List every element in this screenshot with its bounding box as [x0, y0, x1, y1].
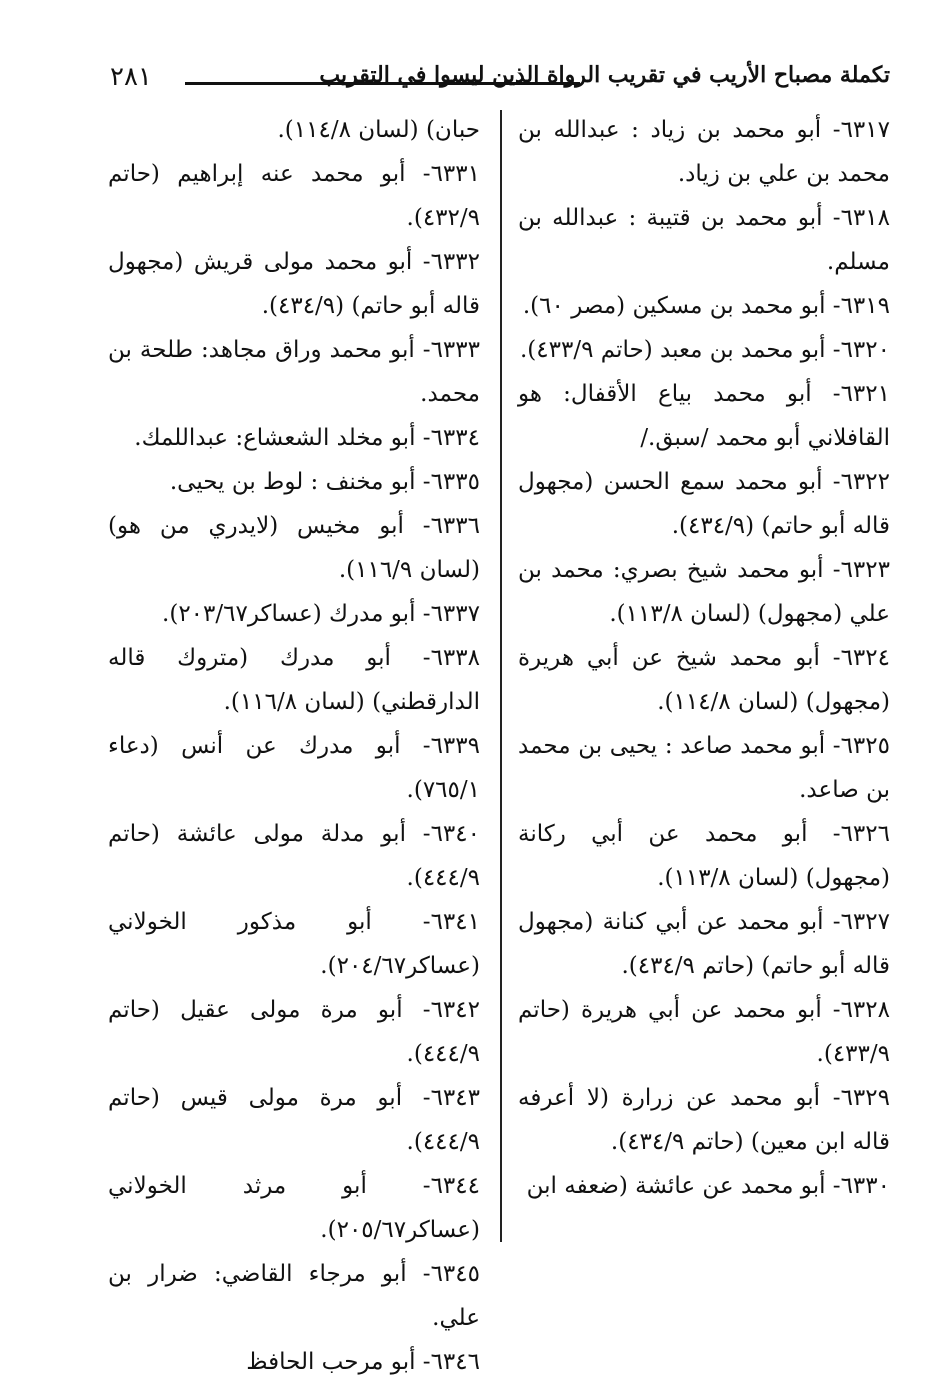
index-entry: ٦٣٣٢- أبو محمد مولى قريش (مجهول قاله أبو حاتم) (٤٣٤/٩).	[108, 249, 480, 319]
entry-text: أبو محمد مولى قريش (مجهول قاله أبو حاتم) (٤٣٤/٩).	[108, 249, 480, 319]
entry-number: ٦٣٤٦	[430, 1349, 480, 1375]
entry-text: أبو محمد شيخ عن أبي هريرة (مجهول) (لسان ١١٤/٨).	[518, 645, 890, 715]
index-entry: ٦٣٣٣- أبو محمد وراق مجاهد: طلحة بن محمد.	[108, 337, 480, 407]
index-entry: ٦٣٤٤- أبو مرثد الخولاني (عساكر٢٠٥/٦٧).	[108, 1173, 480, 1243]
entry-text: أبو محمد عن عائشة (ضعفه ابن	[526, 1173, 826, 1199]
entry-text: أبو مخيس (لايدري من هو) (لسان ١١٦/٩).	[108, 513, 480, 583]
index-entry: ٦٣٢٧- أبو محمد عن أبي كنانة (مجهول قاله أبو حاتم) (حاتم ٤٣٤/٩).	[518, 909, 890, 979]
index-entry: ٦٣٢٥- أبو محمد صاعد : يحيى بن محمد بن صاعد.	[518, 733, 890, 803]
entry-number: ٦٣١٨	[840, 205, 890, 231]
entry-text: أبو مخنف : لوط بن يحيى.	[169, 469, 416, 495]
entry-text: أبو محمد بن زياد : عبدالله بن محمد بن علي بن زياد.	[518, 117, 890, 187]
index-entry: ٦٣٣١- أبو محمد عنه إبراهيم (حاتم ٤٣٢/٩).	[108, 161, 480, 231]
right-column	[518, 108, 890, 1208]
entry-text: أبو مذكور الخولاني (عساكر٢٠٤/٦٧).	[108, 909, 480, 979]
entry-number: ٦٣٢٦	[840, 821, 890, 847]
entry-number: ٦٣٣٥	[430, 469, 480, 495]
index-entry: ٦٣٢١- أبو محمد بياع الأقفال: هو القافلاني أبو محمد /سبق./	[518, 381, 890, 451]
entry-number: ٦٣٢٨	[840, 997, 890, 1023]
index-entry: ٦٣٢٠- أبو محمد بن معبد (حاتم ٤٣٣/٩).	[520, 337, 890, 363]
entry-number: ٦٣٢٤	[840, 645, 890, 671]
entry-number: ٦٣٣٩	[430, 733, 480, 759]
entry-text: أبو محمد عنه إبراهيم (حاتم ٤٣٢/٩).	[108, 161, 480, 231]
entry-text: أبو محمد عن أبي كنانة (مجهول قاله أبو حاتم) (حاتم ٤٣٤/٩).	[518, 909, 890, 979]
index-entry: ٦٣٣٧- أبو مدرك (عساكر٢٠٣/٦٧).	[162, 601, 480, 627]
page-header	[110, 58, 890, 102]
index-entry: ٦٣٤٦- أبو مرحب الحافظ	[246, 1349, 480, 1375]
index-entry: ٦٣٣٠- أبو محمد عن عائشة (ضعفه ابن	[526, 1173, 890, 1199]
entry-text: حبان) (لسان ١١٤/٨).	[277, 117, 480, 143]
entry-number: ٦٣٢٥	[840, 733, 890, 759]
entry-text: أبو مرة مولى عقيل (حاتم ٤٤٤/٩).	[108, 997, 480, 1067]
index-entry	[108, 108, 480, 152]
index-entry: ٦٣٢٣- أبو محمد شيخ بصري: محمد بن علي (مجهول) (لسان ١١٣/٨).	[518, 557, 890, 627]
entry-text: أبو مدرك (متروك قاله الدارقطني) (لسان ١١٦/٨).	[108, 645, 480, 715]
entry-text: أبو مدرك عن أنس (دعاء ٧٦٥/١).	[108, 733, 480, 803]
entry-text: أبو مرحب الحافظ	[246, 1349, 416, 1375]
entry-number: ٦٣١٩	[840, 293, 890, 319]
entry-number: ٦٣٣٠	[840, 1173, 890, 1199]
entry-text: أبو محمد صاعد : يحيى بن محمد بن صاعد.	[518, 733, 890, 803]
index-entry: ٦٣١٨- أبو محمد بن قتيبة : عبدالله بن مسلم.	[518, 205, 890, 275]
entry-number: ٦٣٢١	[840, 381, 890, 407]
entry-text: أبو مخلد الشعشاع: عبداللمك.	[134, 425, 416, 451]
entry-number: ٦٣٣٢	[430, 249, 480, 275]
index-entry: ٦٣١٧- أبو محمد بن زياد : عبدالله بن محمد بن علي بن زياد.	[518, 117, 890, 187]
left-column	[108, 108, 480, 1384]
entry-text: أبو محمد شيخ بصري: محمد بن علي (مجهول) (لسان ١١٣/٨).	[518, 557, 890, 627]
entry-number: ٦٣٣١	[430, 161, 480, 187]
entry-number: ٦٣٤٢	[430, 997, 480, 1023]
entry-number: ٦٣٤٠	[430, 821, 480, 847]
entry-text: أبو مرجاء القاضي: ضرار بن علي.	[108, 1261, 480, 1331]
entry-number: ٦٣٤٥	[430, 1261, 480, 1287]
index-entry: ٦٣٤١- أبو مذكور الخولاني (عساكر٢٠٤/٦٧).	[108, 909, 480, 979]
entry-number: ٦٣٣٦	[430, 513, 480, 539]
index-entry: ٦٣٤٥- أبو مرجاء القاضي: ضرار بن علي.	[108, 1261, 480, 1331]
index-entry: ٦٣٢٩- أبو محمد عن زرارة (لا أعرفه قاله ابن معين) (حاتم ٤٣٤/٩).	[518, 1085, 890, 1155]
entry-text: أبو محمد بن مسكين (مصر ٦٠).	[522, 293, 826, 319]
entry-number: ٦٣٣٤	[430, 425, 480, 451]
column-divider	[500, 110, 502, 1242]
index-entry: ٦٣٣٥- أبو مخنف : لوط بن يحيى.	[169, 469, 480, 495]
entry-number: ٦٣٢٧	[840, 909, 890, 935]
entry-number: ٦٣٤٣	[430, 1085, 480, 1111]
entry-text: أبو مدلة مولى عائشة (حاتم ٤٤٤/٩).	[108, 821, 480, 891]
entry-number: ٦٣٣٣	[430, 337, 480, 363]
entry-number: ٦٣٢٣	[840, 557, 890, 583]
index-entry: ٦٣٣٤- أبو مخلد الشعشاع: عبداللمك.	[134, 425, 480, 451]
index-entry: ٦٣١٩- أبو محمد بن مسكين (مصر ٦٠).	[522, 293, 890, 319]
entry-number: ٦٣١٧	[840, 117, 890, 143]
entry-text: أبو محمد عن أبي ركانة (مجهول) (لسان ١١٣/٨).	[518, 821, 890, 891]
entry-text: أبو محمد بياع الأقفال: هو القافلاني أبو محمد /سبق./	[518, 381, 890, 451]
entry-number: ٦٣٢٩	[840, 1085, 890, 1111]
index-entry: ٦٣٤٠- أبو مدلة مولى عائشة (حاتم ٤٤٤/٩).	[108, 821, 480, 891]
index-entry: ٦٣٢٢- أبو محمد سمع الحسن (مجهول قاله أبو حاتم) (٤٣٤/٩).	[518, 469, 890, 539]
entry-number: ٦٣٤١	[430, 909, 480, 935]
entry-number: ٦٣٢٠	[840, 337, 890, 363]
entry-text: أبو محمد بن معبد (حاتم ٤٣٣/٩).	[520, 337, 826, 363]
entry-text: أبو مرة مولى قيس (حاتم ٤٤٤/٩).	[108, 1085, 480, 1155]
entry-text: أبو محمد بن قتيبة : عبدالله بن مسلم.	[518, 205, 890, 275]
entry-text: أبو محمد عن زرارة (لا أعرفه قاله ابن معين) (حاتم ٤٣٤/٩).	[518, 1085, 890, 1155]
index-entry: ٦٣٣٨- أبو مدرك (متروك قاله الدارقطني) (لسان ١١٦/٨).	[108, 645, 480, 715]
index-entry: ٦٣٣٦- أبو مخيس (لايدري من هو) (لسان ١١٦/٩).	[108, 513, 480, 583]
index-entry: ٦٣٢٦- أبو محمد عن أبي ركانة (مجهول) (لسان ١١٣/٨).	[518, 821, 890, 891]
running-title: تكملة مصباح الأريب في تقريب الرواة الذين ليسوا في التقريب	[319, 62, 890, 88]
index-entry: ٦٣٢٤- أبو محمد شيخ عن أبي هريرة (مجهول) (لسان ١١٤/٨).	[518, 645, 890, 715]
entry-text: أبو مدرك (عساكر٢٠٣/٦٧).	[162, 601, 416, 627]
entry-text: أبو مرثد الخولاني (عساكر٢٠٥/٦٧).	[108, 1173, 480, 1243]
index-entry: ٦٣٤٣- أبو مرة مولى قيس (حاتم ٤٤٤/٩).	[108, 1085, 480, 1155]
entry-text: أبو محمد سمع الحسن (مجهول قاله أبو حاتم) (٤٣٤/٩).	[518, 469, 890, 539]
index-entry: ٦٣٢٨- أبو محمد عن أبي هريرة (حاتم ٤٣٣/٩).	[518, 997, 890, 1067]
index-entry: ٦٣٤٢- أبو مرة مولى عقيل (حاتم ٤٤٤/٩).	[108, 997, 480, 1067]
page-number: ٢٨١	[110, 62, 152, 92]
index-entry: ٦٣٣٩- أبو مدرك عن أنس (دعاء ٧٦٥/١).	[108, 733, 480, 803]
entry-number: ٦٣٢٢	[840, 469, 890, 495]
entry-number: ٦٣٣٧	[430, 601, 480, 627]
entry-text: أبو محمد عن أبي هريرة (حاتم ٤٣٣/٩).	[518, 997, 890, 1067]
entry-text: أبو محمد وراق مجاهد: طلحة بن محمد.	[108, 337, 480, 407]
entry-number: ٦٣٣٨	[430, 645, 480, 671]
entry-number: ٦٣٤٤	[430, 1173, 480, 1199]
